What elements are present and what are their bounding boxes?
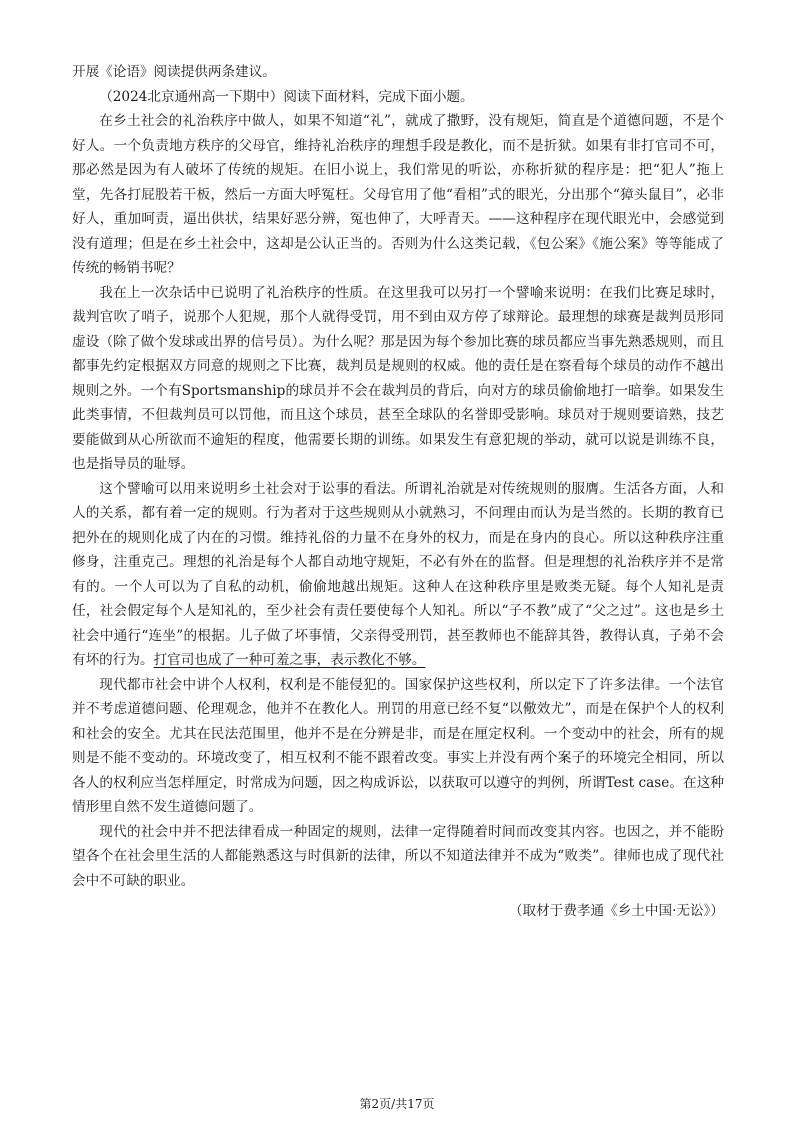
page-number: 第2页/共17页	[359, 1097, 435, 1111]
intro-line: 开展《论语》阅读提供两条建议。	[72, 64, 276, 80]
passage-paragraph-1: 在乡土社会的礼治秩序中做人，如果不知道“礼”，就成了撒野，没有规矩，简直是个道德问题，不是个好人。一个负责地方秩序的父母官，维持礼治秩序的理想手段是教化，而不是折狱。如果有非打官司不可，那必然是因为有人破坏了传统的规矩。在旧小说上，我们常见的听讼，亦称折狱的程序是：把“犯人”拖上堂，先各打屁股若干板，然后一方面大呼冤枉。父母官用了他“看相”式的眼光，分出那个“獐头鼠目”，必非好人，重加呵责，逼出供状，结果好恶分辨，冤也伸了，大呼青天。——这种程序在现代眼光中，会感觉到没有道理；但是在乡土社会中，这却是公认正当的。否则为什么这类记载，《包公案》《施公案》等等能成了传统的畅销书呢？	[72, 113, 724, 276]
passage-paragraph-5: 现代的社会中并不把法律看成一种固定的规则，法律一定得随着时间而改变其内容。也因之，并不能盼望各个在社会里生活的人都能熟悉这与时俱新的法律，所以不知道法律并不成为“败类”。律师也成了现代社会中不可缺的职业。	[72, 823, 724, 889]
paragraph-3-text: 这个譬喻可以用来说明乡土社会对于讼事的看法。所谓礼治就是对传统规则的服膺。生活各方面，人和人的关系，都有着一定的规则。行为者对于这些规则从小就熟习，不问理由而认为是当然的。长期的教育已把外在的规则化成了内在的习惯。维持礼俗的力量不在身外的权力，而是在身内的良心。所以这种秩序注重修身，注重克己。理想的礼治是每个人都自动地守规矩，不必有外在的监督。但是理想的礼治秩序并不是常有的。一个人可以为了自私的动机，偷偷地越出规矩。这种人在这种秩序里是败类无疑。每个人知礼是责任，社会假定每个人是知礼的，至少社会有责任要使每个人知礼。所以“子不教”成了“父之过”。这也是乡土社会中通行“连坐”的根据。儿子做了坏事情，父亲得受刑罚，甚至教师也不能辞其咎，教得认真，子弟不会有坏的行为。	[72, 480, 724, 668]
underlined-sentence: 打官司也成了一种可羞之事，表示教化不够。	[153, 652, 426, 668]
passage-paragraph-4: 现代都市社会中讲个人权利，权利是不能侵犯的。国家保护这些权利，所以定下了许多法律。一个法官并不考虑道德问题、伦理观念，他并不在教化人。刑罚的用意已经不复“以儆效尤”，而是在保护个人的权利和社会的安全。尤其在民法范围里，他并不是在分辨是非，而是在厘定权利。一个变动中的社会，所有的规则是不能不变动的。环境改变了，相互权利不能不跟着改变。事实上并没有两个案子的环境完全相同，所以各人的权利应当怎样厘定，时常成为问题，因之构成诉讼，以获取可以遵守的判例，所谓Test case。在这种情形里自然不发生道德问题了。	[72, 676, 724, 815]
passage-paragraph-3	[72, 477, 724, 673]
passage-paragraph-2: 我在上一次杂话中已说明了礼治秩序的性质。在这里我可以另打一个譬喻来说明：在我们比赛足球时，裁判官吹了哨子，说那个人犯规，那个人就得受罚，用不到由双方停了球辩论。最理想的球赛是裁判员形同虚设（除了做个发球或出界的信号员）。为什么呢？那是因为每个参加比赛的球员都应当事先熟悉规则，而且都事先约定根据双方同意的规则之下比赛，裁判员是规则的权威。他的责任是在察看每个球员的动作不越出规则之外。一个有Sportsmanship的球员并不会在裁判员的背后，向对方的球员偷偷地打一暗拳。如果发生此类事情，不但裁判员可以罚他，而且这个球员，甚至全球队的名誉即受影响。球员对于规则要谙熟，技艺要能做到从心所欲而不逾矩的程度，他需要长期的训练。如果发生有意犯规的举动，就可以说是训练不良，也是指导员的耻辱。	[72, 284, 724, 472]
question-heading: （2024北京通州高一下期中）阅读下面材料，完成下面小题。	[99, 88, 474, 105]
document-page	[72, 60, 724, 924]
source-citation: （取材于费孝通《乡土中国·无讼》）	[508, 903, 724, 919]
